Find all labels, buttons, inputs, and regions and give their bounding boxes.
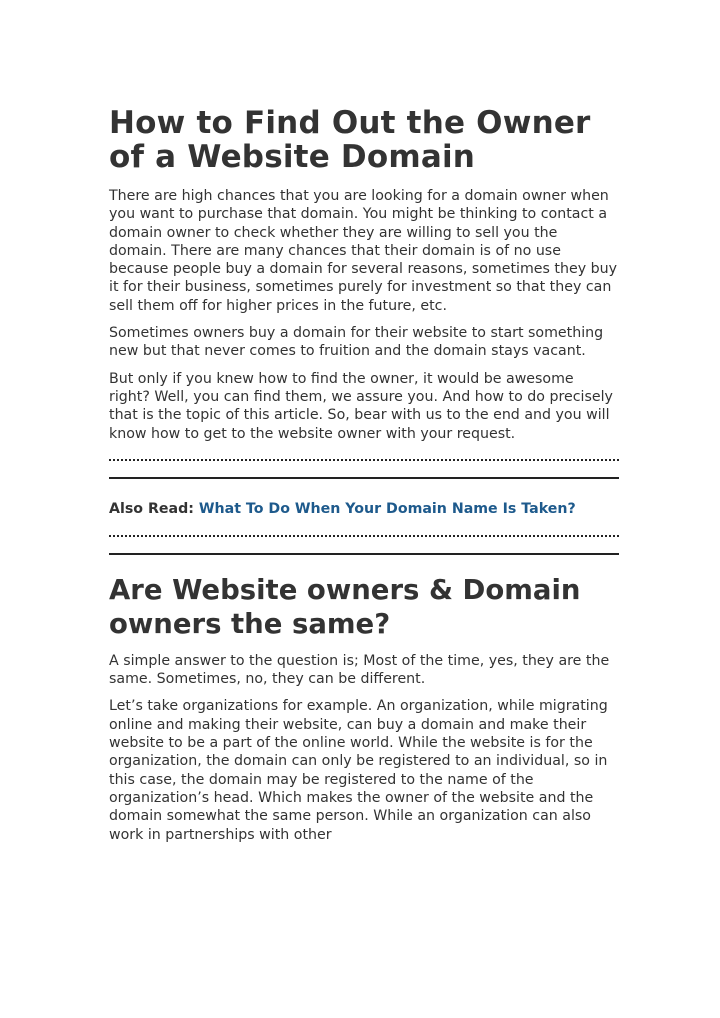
section-paragraph-2: Let’s take organizations for example. An organization, while migrating online and making their website, can buy a domain and make their website to be a part of the online world. While the website is for the organization, the domain can only be registered to an individual, so in this case, the domain may be registered to the name of the organization’s head. Which makes the owner of the website and the domain somewhat the same person. While an organization can also work in partnerships with other xyxy=(109,698,608,843)
intro-paragraph-2: Sometimes owners buy a domain for their website to start something new but that never comes to fruition and the domain stays vacant. xyxy=(109,325,604,360)
also-read-label: Also Read: xyxy=(109,500,194,517)
section-heading: Are Website owners & Domain owners the same? xyxy=(109,573,581,640)
article-title: How to Find Out the Owner of a Website Domain xyxy=(109,105,591,175)
document-page xyxy=(109,106,619,853)
also-read-link[interactable]: What To Do When Your Domain Name Is Taken? xyxy=(198,500,576,517)
solid-divider-top xyxy=(109,477,619,479)
solid-divider-bottom xyxy=(109,553,619,555)
also-read-callout xyxy=(109,500,619,518)
section-paragraph-1: A simple answer to the question is; Most of the time, yes, they are the same. Sometimes, no, they can be different. xyxy=(109,652,610,688)
intro-paragraph-1: There are high chances that you are looking for a domain owner when you want to purchase that domain. You might be thinking to contact a domain owner to check whether they are willing to sell you the domain. There are many chances that their domain is of no use because people buy a domain for several reasons, sometimes they buy it for their business, sometimes purely for investment so that they can sell them off for higher prices in the future, etc. xyxy=(109,188,618,314)
intro-paragraph-3: But only if you knew how to find the owner, it would be awesome right? Well, you can find them, we assure you. And how to do precisely that is the topic of this article. So, bear with us to the end and you will know how to get to the website owner with your request. xyxy=(109,370,613,442)
dotted-divider-top xyxy=(109,459,619,461)
dotted-divider-bottom xyxy=(109,535,619,537)
